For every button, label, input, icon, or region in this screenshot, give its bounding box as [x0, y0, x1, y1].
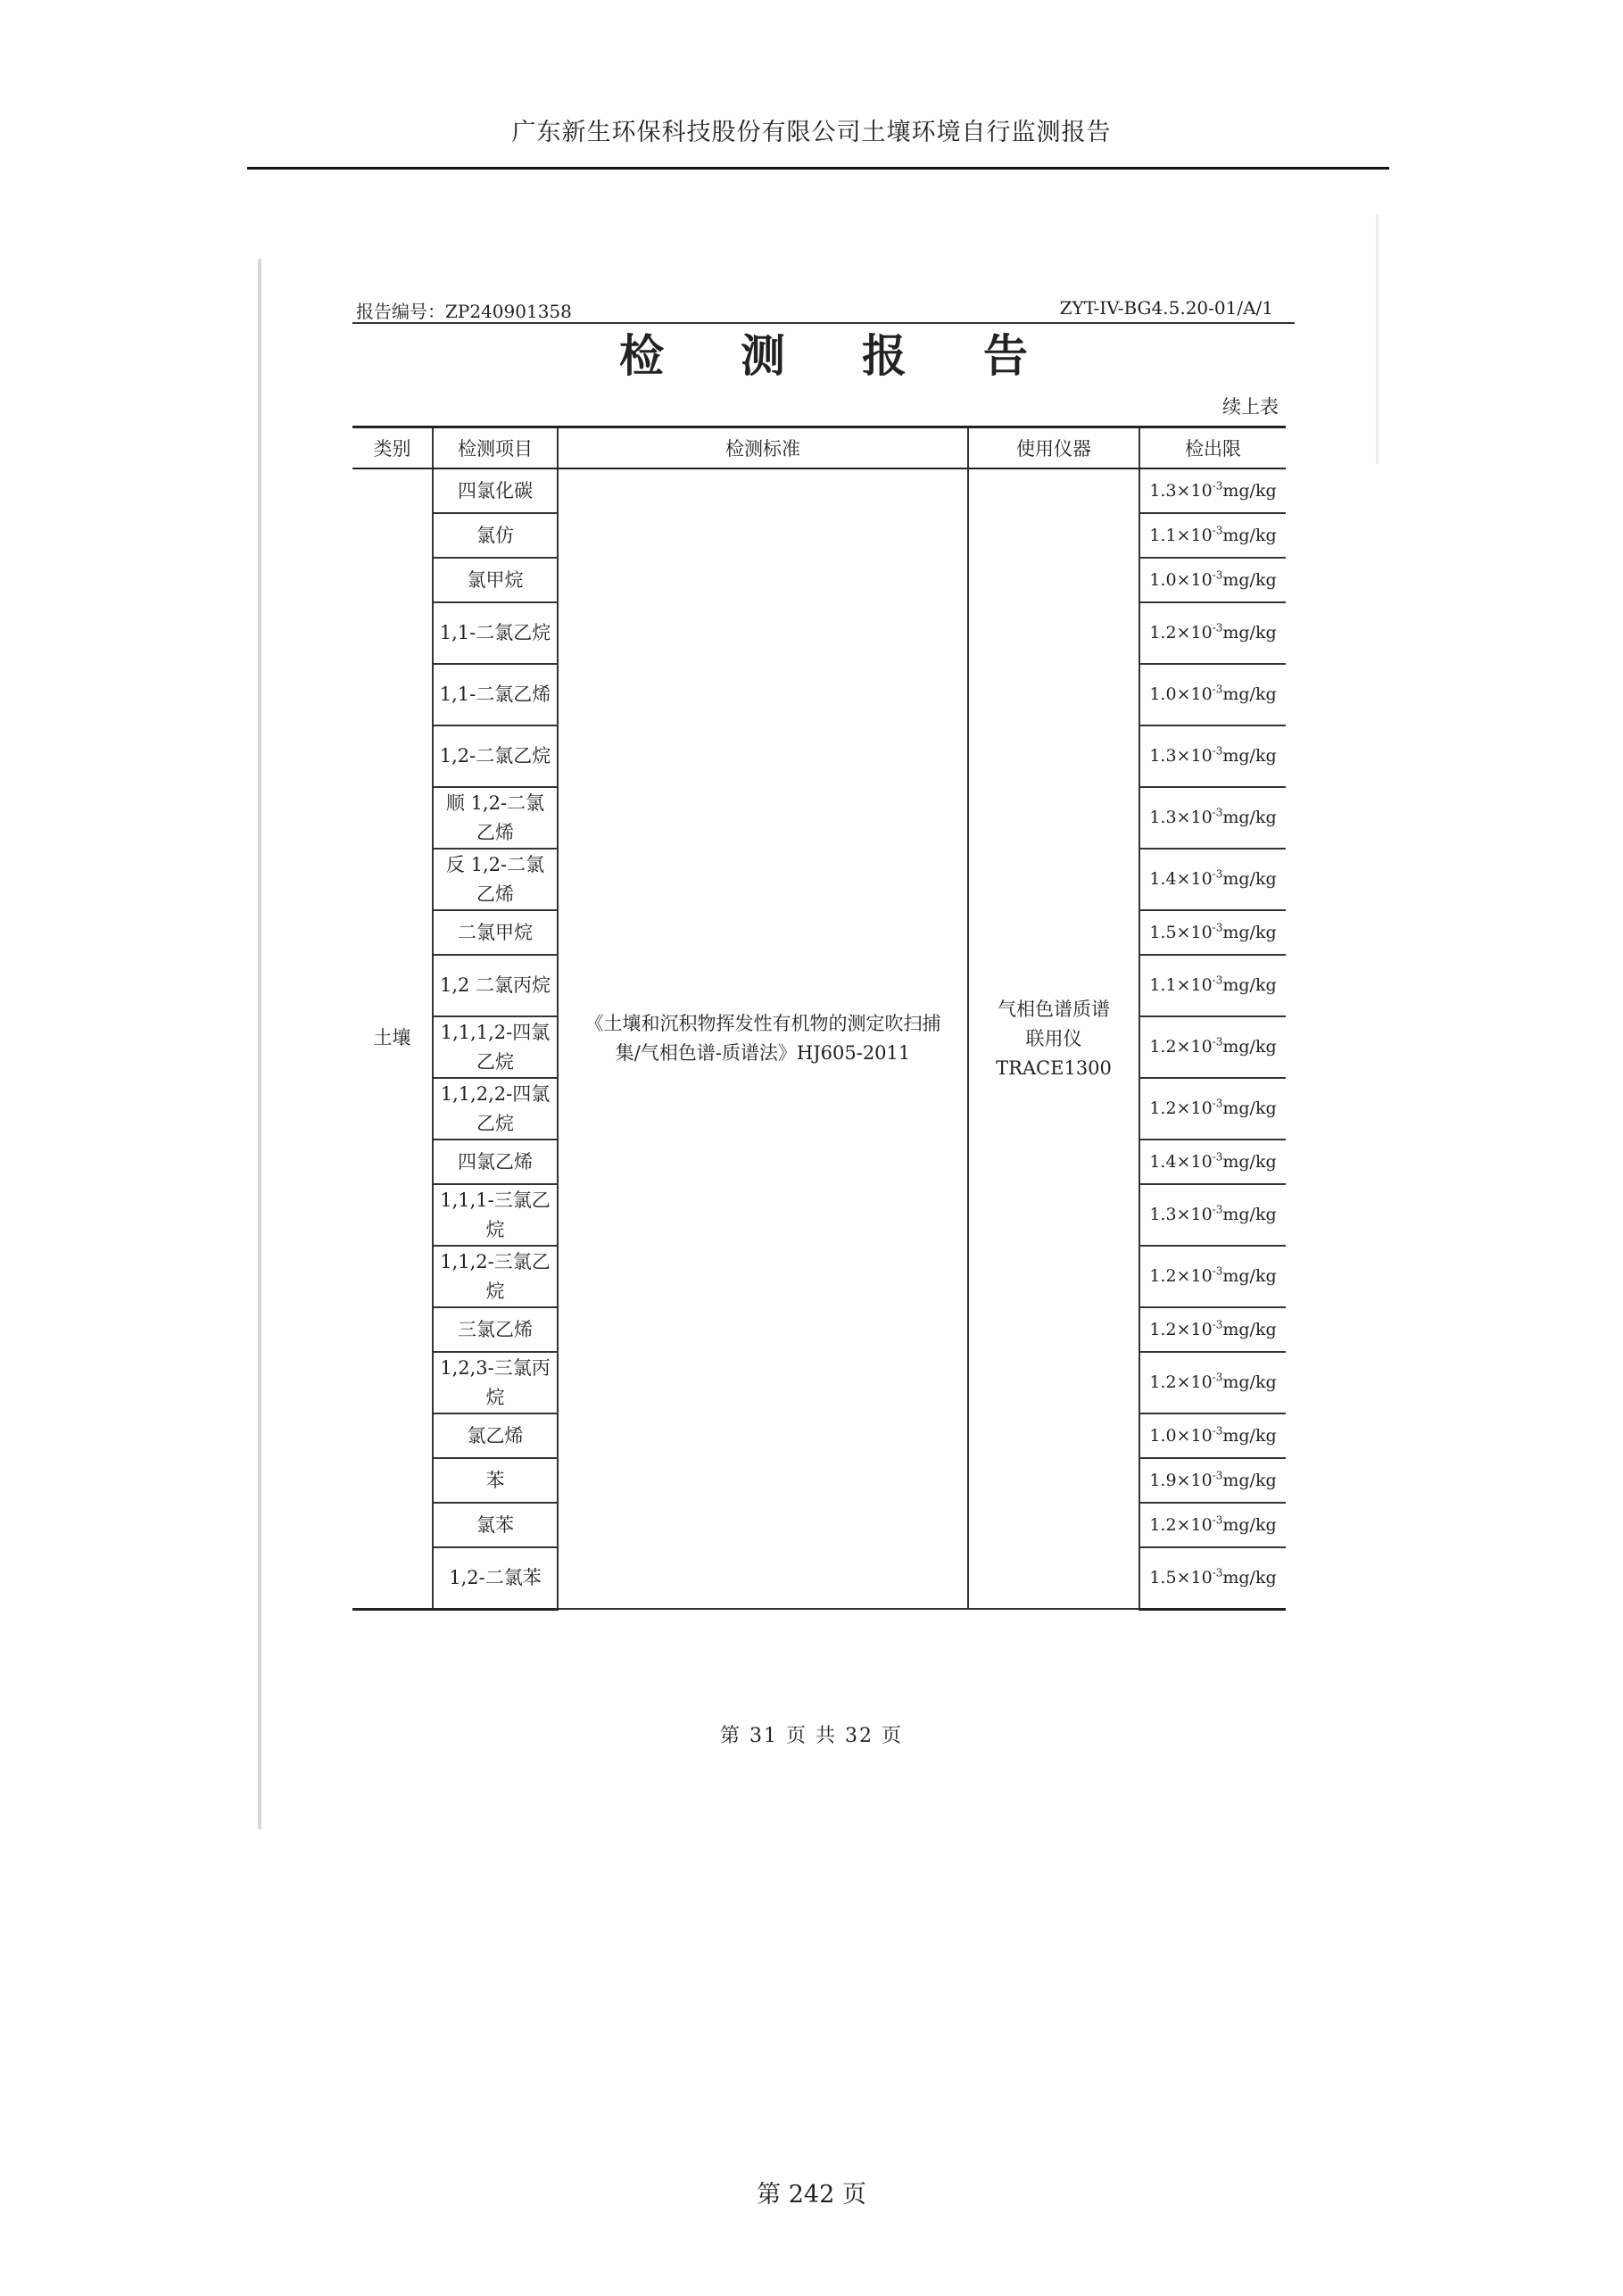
limit-exponent: -3 [1212, 1424, 1223, 1438]
limit-unit: mg/kg [1222, 1205, 1277, 1224]
limit-exponent: -3 [1212, 1097, 1223, 1110]
header-limit: 检出限 [1139, 427, 1286, 469]
limit-base: 1.3×10 [1149, 480, 1213, 501]
limit-base: 1.3×10 [1149, 746, 1213, 766]
table-row [352, 468, 1286, 513]
limit-exponent: -3 [1212, 524, 1223, 537]
table-body [352, 468, 1286, 1609]
limit-unit: mg/kg [1222, 1151, 1277, 1172]
item-cell: 1,1,2-三氯乙烷 [433, 1246, 558, 1307]
limit-unit: mg/kg [1222, 684, 1277, 704]
standard-cell: 《土壤和沉积物挥发性有机物的测定吹扫捕集/气相色谱-质谱法》HJ605-2011 [558, 468, 968, 1609]
instrument-cell: 气相色谱质谱联用仪TRACE1300 [968, 468, 1139, 1609]
item-cell: 氯乙烯 [433, 1413, 558, 1458]
detection-limit-cell [1139, 558, 1286, 602]
item-cell: 二氯甲烷 [433, 910, 558, 955]
category-cell: 土壤 [352, 468, 433, 1609]
limit-base: 1.2×10 [1149, 1098, 1213, 1118]
limit-unit: mg/kg [1222, 623, 1277, 642]
limit-exponent: -3 [1212, 744, 1223, 758]
limit-exponent: -3 [1212, 683, 1223, 696]
detection-limit-cell [1139, 1140, 1286, 1184]
detection-limit-cell [1139, 910, 1286, 955]
limit-base: 1.9×10 [1149, 1470, 1213, 1490]
detection-limit-cell [1139, 1307, 1286, 1352]
item-cell: 四氯化碳 [433, 468, 558, 513]
limit-base: 1.3×10 [1149, 808, 1213, 827]
inner-page-number: 第 31 页 共 32 页 [720, 1725, 903, 1747]
limit-unit: mg/kg [1222, 1037, 1277, 1057]
limit-exponent: -3 [1212, 479, 1223, 493]
item-cell: 四氯乙烯 [433, 1140, 558, 1184]
limit-unit: mg/kg [1222, 525, 1277, 545]
limit-exponent: -3 [1212, 921, 1223, 934]
item-cell: 氯苯 [433, 1503, 558, 1547]
limit-unit: mg/kg [1222, 569, 1277, 590]
header-rule [247, 167, 1389, 170]
item-cell: 苯 [433, 1458, 558, 1503]
header-standard: 检测标准 [558, 427, 968, 469]
item-cell: 1,2-二氯苯 [433, 1547, 558, 1609]
limit-unit: mg/kg [1222, 1266, 1277, 1286]
limit-base: 1.4×10 [1149, 1151, 1213, 1172]
limit-base: 1.0×10 [1149, 1425, 1213, 1446]
limit-unit: mg/kg [1222, 869, 1277, 889]
limit-exponent: -3 [1212, 806, 1223, 819]
limit-unit: mg/kg [1222, 480, 1277, 501]
limit-unit: mg/kg [1222, 1372, 1277, 1392]
scan-edge-left [258, 259, 261, 1829]
item-cell: 1,1-二氯乙烷 [433, 602, 558, 664]
detection-limit-cell [1139, 1413, 1286, 1458]
limit-unit: mg/kg [1222, 922, 1277, 942]
limit-base: 1.2×10 [1149, 1514, 1213, 1535]
item-cell: 反 1,2-二氯乙烯 [433, 849, 558, 910]
limit-exponent: -3 [1212, 1469, 1223, 1482]
header-category: 类别 [352, 427, 433, 469]
item-cell: 氯仿 [433, 513, 558, 558]
report-number: 报告编号：ZP240901358 [356, 301, 572, 322]
limit-unit: mg/kg [1222, 1098, 1277, 1118]
detection-limit-cell [1139, 1078, 1286, 1140]
item-cell: 1,2,3-三氯丙烷 [433, 1352, 558, 1413]
limit-exponent: -3 [1212, 1150, 1223, 1164]
limit-base: 1.0×10 [1149, 569, 1213, 590]
form-code: ZYT-IV-BG4.5.20-01/A/1 [1059, 297, 1273, 319]
limit-exponent: -3 [1212, 568, 1223, 582]
limit-exponent: -3 [1212, 1566, 1223, 1579]
limit-exponent: -3 [1212, 1203, 1223, 1216]
limit-base: 1.1×10 [1149, 525, 1213, 545]
detection-limit-cell [1139, 468, 1286, 513]
detection-limit-cell [1139, 664, 1286, 725]
limit-base: 1.0×10 [1149, 684, 1213, 704]
detection-limit-cell [1139, 1547, 1286, 1609]
detection-limit-cell [1139, 1503, 1286, 1547]
limit-base: 1.5×10 [1149, 922, 1213, 942]
limit-base: 1.4×10 [1149, 869, 1213, 889]
item-cell: 1,2 二氯丙烷 [433, 955, 558, 1016]
limit-exponent: -3 [1212, 1318, 1223, 1331]
limit-base: 1.2×10 [1149, 1266, 1213, 1286]
item-cell: 1,1,1,2-四氯乙烷 [433, 1016, 558, 1078]
item-cell: 1,1,1-三氯乙烷 [433, 1184, 558, 1246]
limit-unit: mg/kg [1222, 1567, 1277, 1587]
limit-exponent: -3 [1212, 1371, 1223, 1384]
header-instrument: 使用仪器 [968, 427, 1139, 469]
item-cell: 1,1-二氯乙烯 [433, 664, 558, 725]
limit-exponent: -3 [1212, 1264, 1223, 1278]
limit-unit: mg/kg [1222, 975, 1277, 995]
detection-limit-cell [1139, 1016, 1286, 1078]
limit-exponent: -3 [1212, 974, 1223, 987]
detection-limit-cell [1139, 1184, 1286, 1246]
detection-limit-cell [1139, 955, 1286, 1016]
item-cell: 1,1,2,2-四氯乙烷 [433, 1078, 558, 1140]
detection-limit-cell [1139, 1458, 1286, 1503]
detection-limit-cell [1139, 602, 1286, 664]
scanned-report-page [352, 290, 1295, 1611]
limit-base: 1.3×10 [1149, 1205, 1213, 1224]
limit-base: 1.2×10 [1149, 1037, 1213, 1057]
limit-exponent: -3 [1212, 867, 1223, 881]
limit-unit: mg/kg [1222, 808, 1277, 827]
limit-exponent: -3 [1212, 1035, 1223, 1049]
report-meta-row [352, 290, 1295, 324]
limit-unit: mg/kg [1222, 1470, 1277, 1490]
limit-base: 1.1×10 [1149, 975, 1213, 995]
detection-limit-cell [1139, 1246, 1286, 1307]
detection-limit-cell [1139, 513, 1286, 558]
header-item: 检测项目 [433, 427, 558, 469]
limit-unit: mg/kg [1222, 1319, 1277, 1339]
limit-unit: mg/kg [1222, 1514, 1277, 1535]
continued-note: 续上表 [1222, 396, 1279, 418]
item-cell: 顺 1,2-二氯乙烯 [433, 787, 558, 849]
detection-limit-cell [1139, 787, 1286, 849]
limit-unit: mg/kg [1222, 746, 1277, 766]
item-cell: 1,2-二氯乙烷 [433, 725, 558, 787]
item-cell: 三氯乙烯 [433, 1307, 558, 1352]
limit-base: 1.2×10 [1149, 1319, 1213, 1339]
report-title: 检测报告 [619, 329, 1105, 382]
item-cell: 氯甲烷 [433, 558, 558, 602]
detection-limit-cell [1139, 725, 1286, 787]
scan-edge-right [1376, 214, 1379, 464]
limit-base: 1.5×10 [1149, 1567, 1213, 1587]
table-header-row [352, 427, 1286, 469]
limit-base: 1.2×10 [1149, 623, 1213, 642]
limit-exponent: -3 [1212, 621, 1223, 634]
limit-exponent: -3 [1212, 1513, 1223, 1527]
running-header: 广东新生环保科技股份有限公司土壤环境自行监测报告 [511, 119, 1112, 146]
detection-limit-cell [1139, 1352, 1286, 1413]
outer-page-number: 第 242 页 [757, 2181, 866, 2209]
results-table [352, 426, 1286, 1611]
limit-unit: mg/kg [1222, 1425, 1277, 1446]
detection-limit-cell [1139, 849, 1286, 910]
limit-base: 1.2×10 [1149, 1372, 1213, 1392]
